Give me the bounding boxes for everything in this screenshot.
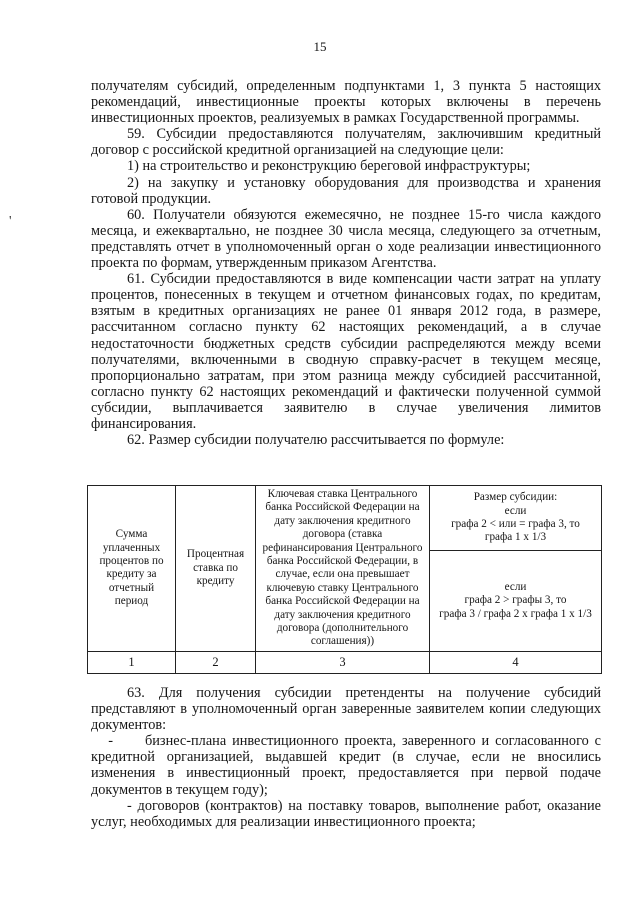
column-number-3: 3 [256,651,430,673]
paragraph-63: 63. Для получения субсидии претенденты на получение субсидий представляют в уполномоченный орган заверенные заявителем копии следующих документов: [91,685,601,734]
column-number-1: 1 [88,651,176,673]
column-4-title: Размер субсидии: [473,491,558,504]
case-2-formula: графа 3 / графа 2 х графа 1 х 1/3 [439,607,592,620]
paragraph-59-item-1: 1) на строительство и реконструкцию береговой инфраструктуры; [127,158,531,175]
list-dash: - [108,733,113,750]
paragraph-61: 61. Субсидии предоставляются в виде компенсации части затрат на уплату процентов, понесенных в текущем и отчетном финансовых годах, по кредитам, взятым в кредитных организациях не ранее 01 января 2012 года, в размере, рассчитанном согласно пункту 62 настоящих рекомендаций, а в случае недостаточности бюджетных средств субсидии распределяются между всеми получателями, включенными в сводную справку-расчет в текущем месяце, пропорционально затратам, при этом разница между субсидией рассчитанной, согласно пункту 62 настоящих рекомендаций и фактически полученной суммой субсидии, выплачивается заявителю в случае увеличения лимитов финансирования. [91,271,601,432]
document-item-contracts: - договоров (контрактов) на поставку товаров, выполнение работ, оказание услуг, необходимых для реализации инвестиционного проекта; [91,797,601,830]
column-4-case-2 [430,551,602,652]
document-item-business-plan: бизнес-плана инвестиционного проекта, заверенного и согласованного с кредитной организацией, выдавшей кредит (в случае, если не вносились изменения в инвестиционный проект, предоставляется при первой подаче документов в текущем году); [91,733,601,798]
margin-mark: ' [9,214,12,229]
column-number-4: 4 [430,651,602,673]
paragraph-60: 60. Получатели обязуются ежемесячно, не позднее 15-го числа каждого месяца, и ежеквартально, не позднее 30 числа месяца, следующего за отчетным, представлять отчет в уполномоченный орган о ходе реализации инвестиционного проекта по формам, утвержденным приказом Агентства. [91,206,601,272]
column-2-header: Процентная ставка по кредиту [176,486,256,652]
case-2-condition: графа 2 > графы 3, то [464,594,567,607]
column-1-header: Сумма уплаченных процентов по кредиту за отчетный период [88,486,176,652]
paragraph-continuation: получателям субсидий, определенным подпунктами 1, 3 пункта 5 настоящих рекомендаций, инвестиционные проекты которых включены в перечень инвестиционных проектов, реализуемых в рамках Государственной программы. [91,78,601,127]
case-1-condition: графа 2 < или = графа 3, то [451,518,580,530]
column-4-case-1 [430,486,602,551]
subsidy-formula-table [87,485,602,674]
column-number-2: 2 [176,651,256,673]
case-1-formula: графа 1 х 1/3 [484,531,547,544]
page-number: 15 [313,39,327,54]
paragraph-59-item-2: 2) на закупку и установку оборудования для производства и хранения готовой продукции. [91,174,601,207]
paragraph-62: 62. Размер субсидии получателю рассчитывается по формуле: [127,432,505,449]
column-3-header: Ключевая ставка Центрального банка Российской Федерации на дату заключения кредитного договора (ставка рефинансирования Центрального банка Российской Федерации, в случае, если она превышает ключевую ставку Центрального банка Российской Федерации на дату заключения кредитного договора (дополнительного соглашения)) [256,486,430,652]
body-text-bottom [91,685,601,830]
paragraph-59: 59. Субсидии предоставляются получателям, заключившим кредитный договор с российской кредитной организацией на следующие цели: [91,126,601,159]
body-text-top [91,78,601,448]
case-2-if: если [504,580,527,593]
case-1-if: если [504,504,527,517]
